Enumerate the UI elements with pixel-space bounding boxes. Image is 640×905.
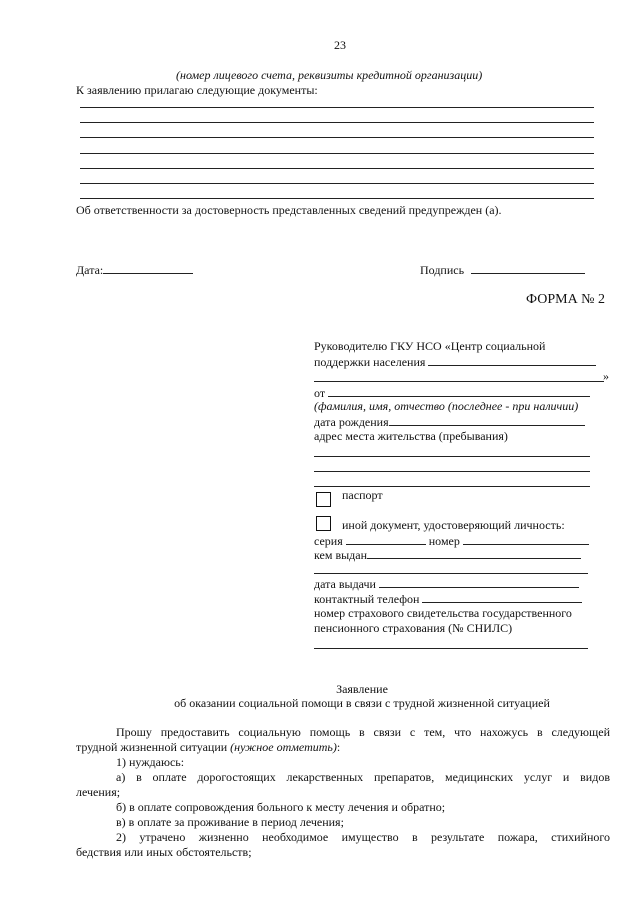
- number-label: номер: [428, 534, 460, 548]
- addressee-line-2: [314, 354, 596, 370]
- snils-label-line-2: пенсионного страхования (№ СНИЛС): [314, 621, 513, 635]
- issue-date-line[interactable]: [379, 576, 579, 588]
- statement-title: Заявление: [336, 682, 388, 696]
- item-1c: в) в оплате за проживание в период лечения;: [116, 815, 344, 829]
- issued-by-line-2[interactable]: [314, 573, 588, 574]
- statement-subtitle: об оказании социальной помощи в связи с трудной жизненной ситуацией: [174, 696, 550, 710]
- address-line-3[interactable]: [314, 486, 590, 487]
- responsibility-note: Об ответственности за достоверность представленных сведений предупрежден (а).: [76, 203, 502, 217]
- attach-line-5[interactable]: [80, 168, 594, 169]
- statement-intro: [76, 725, 610, 860]
- from-line[interactable]: [328, 385, 590, 397]
- item-2-line-2: бедствия или иных обстоятельств;: [76, 845, 252, 859]
- signature-line[interactable]: [471, 262, 585, 274]
- addressee-line-1: Руководителю ГКУ НСО «Центр социальной: [314, 339, 546, 353]
- from-label: от: [314, 386, 326, 400]
- org-name-line[interactable]: [428, 354, 596, 366]
- snils-line[interactable]: [314, 648, 588, 649]
- phone-line[interactable]: [422, 591, 582, 603]
- fio-caption: (фамилия, имя, отчество (последнее - при наличии): [314, 399, 579, 413]
- item-1b: б) в оплате сопровождения больного к месту лечения и обратно;: [116, 800, 446, 814]
- page-number: 23: [334, 38, 346, 52]
- series-label: серия: [314, 534, 343, 548]
- signature-field: [420, 262, 585, 278]
- birth-date-line[interactable]: [389, 414, 585, 426]
- date-line[interactable]: [103, 262, 193, 274]
- issued-by-line[interactable]: [367, 547, 581, 559]
- signature-label: Подпись: [420, 263, 465, 277]
- attach-line-4[interactable]: [80, 153, 594, 154]
- snils-label-line-1: номер страхового свидетельства государственного: [314, 606, 572, 620]
- address-line-1[interactable]: [314, 456, 590, 457]
- passport-checkbox[interactable]: [316, 492, 331, 507]
- birth-date-label: дата рождения: [314, 415, 389, 429]
- addressee-org-label: поддержки населения: [314, 355, 426, 369]
- issued-by-field: [314, 547, 581, 563]
- quote-close: »: [603, 369, 609, 383]
- attach-line-3[interactable]: [80, 137, 594, 138]
- item-1a-line-1: а) в оплате дорогостоящих лекарственных препаратов, медицинских услуг и видов: [116, 770, 610, 784]
- issued-by-label: кем выдан: [314, 548, 368, 562]
- attach-line-2[interactable]: [80, 122, 594, 123]
- other-document-label: иной документ, удостоверяющий личность:: [342, 518, 565, 532]
- phone-label: контактный телефон: [314, 592, 420, 606]
- item-1: 1) нуждаюсь:: [116, 755, 185, 769]
- form-title: ФОРМА № 2: [526, 292, 606, 307]
- intro-text: трудной жизненной ситуации: [76, 740, 231, 754]
- intro-line-2: [76, 740, 610, 755]
- item-1a-line-2: лечения;: [76, 785, 121, 799]
- date-field: [76, 262, 193, 278]
- other-document-checkbox[interactable]: [316, 516, 331, 531]
- org-name-line-2[interactable]: [314, 381, 604, 382]
- series-line[interactable]: [346, 533, 426, 545]
- issue-date-field: [314, 576, 579, 592]
- attach-line-7[interactable]: [80, 198, 594, 199]
- attach-line-6[interactable]: [80, 183, 594, 184]
- number-line[interactable]: [463, 533, 589, 545]
- issue-date-label: дата выдачи: [314, 577, 376, 591]
- date-label: Дата:: [76, 263, 104, 277]
- address-line-2[interactable]: [314, 471, 590, 472]
- intro-colon: :: [336, 740, 341, 754]
- intro-line-1: Прошу предоставить социальную помощь в связи с тем, что нахожусь в следующей: [116, 725, 610, 739]
- passport-label: паспорт: [342, 488, 383, 502]
- item-2-line-1: 2) утрачено жизненно необходимое имущество в результате пожара, стихийного: [116, 830, 610, 844]
- birth-date-field: [314, 414, 585, 430]
- account-caption: (номер лицевого счета, реквизиты кредитной организации): [176, 68, 483, 82]
- attach-line-1[interactable]: [80, 107, 594, 108]
- attach-label: К заявлению прилагаю следующие документы:: [76, 83, 318, 97]
- phone-field: [314, 591, 582, 607]
- address-label: адрес места жительства (пребывания): [314, 429, 508, 443]
- intro-note: (нужное отметить): [230, 740, 337, 754]
